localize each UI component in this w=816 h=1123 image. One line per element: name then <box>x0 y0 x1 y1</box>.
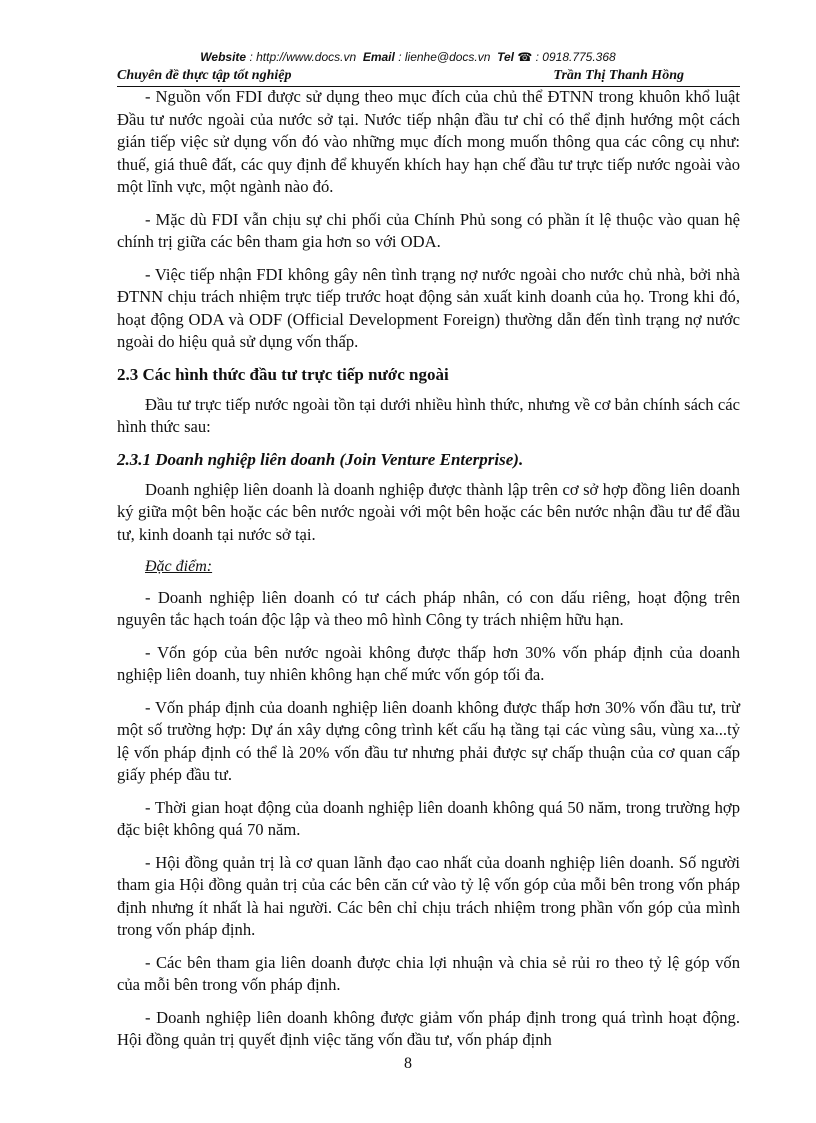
page-number: 8 <box>404 1055 412 1072</box>
paragraph: - Hội đồng quản trị là cơ quan lãnh đạo cao nhất của doanh nghiệp liên doanh. Số người tham gia Hội đồng quản trị của các bên căn cứ vào tỷ lệ vốn góp của mỗi bên trong vốn pháp định nhưng ít nhất là hai người. Các bên chỉ chịu trách nhiệm trong phần vốn góp của mình trong vốn pháp định. <box>117 852 740 939</box>
tel-value: : 0918.775.368 <box>535 50 616 64</box>
section-heading: 2.3 Các hình thức đầu tư trực tiếp nước ngoài <box>117 364 449 384</box>
paragraph: - Doanh nghiệp liên doanh không được giảm vốn pháp định trong quá trình hoạt động. Hội đồng quản trị quyết định việc tăng vốn đầu tư, vốn pháp định <box>117 1007 740 1049</box>
document-body <box>117 86 740 1062</box>
subsection-heading: 2.3.1 Doanh nghiệp liên doanh (Join Venture Enterprise). <box>117 449 524 469</box>
paragraph: - Thời gian hoạt động của doanh nghiệp liên doanh không quá 50 năm, trong trường hợp đặc biệt không quá 70 năm. <box>117 797 740 839</box>
email-value: : lienhe@docs.vn <box>398 50 491 64</box>
paragraph: - Doanh nghiệp liên doanh có tư cách pháp nhân, có con dấu riêng, hoạt động trên nguyên tắc hạch toán độc lập và theo mô hình Công ty trách nhiệm hữu hạn. <box>117 587 740 629</box>
paragraph: - Mặc dù FDI vẫn chịu sự chi phối của Chính Phủ song có phần ít lệ thuộc vào quan hệ chính trị giữa các bên tham gia hơn so với ODA. <box>117 209 740 251</box>
site-contact-line <box>0 50 816 64</box>
email-label: Email <box>362 50 395 64</box>
page-header <box>117 66 740 87</box>
paragraph: - Vốn góp của bên nước ngoài không được thấp hơn 30% vốn pháp định của doanh nghiệp liên doanh, tuy nhiên không hạn chế mức vốn góp tối đa. <box>117 642 740 684</box>
paragraph: - Các bên tham gia liên doanh được chia lợi nhuận và chia sẻ rủi ro theo tỷ lệ góp vốn của mỗi bên trong vốn pháp định. <box>117 952 740 994</box>
header-title: Chuyên đề thực tập tốt nghiệp <box>117 68 292 83</box>
tel-label: Tel ☎ <box>497 50 533 64</box>
features-label: Đặc điểm: <box>145 558 213 575</box>
paragraph: - Vốn pháp định của doanh nghiệp liên doanh không được thấp hơn 30% vốn đầu tư, trừ một số trường hợp: Dự án xây dựng công trình kết cấu hạ tầng tại các vùng sâu, vùng xa...tỷ lệ vốn pháp định có thể là 20% vốn đầu tư nhưng phải được sự chấp thuận của cơ quan cấp giấy phép đầu tư. <box>117 697 740 784</box>
paragraph: - Việc tiếp nhận FDI không gây nên tình trạng nợ nước ngoài cho nước chủ nhà, bởi nhà ĐTNN chịu trách nhiệm trực tiếp trước hoạt động sản xuất kinh doanh của họ. Trong khi đó, hoạt động ODA và ODF (Official Development Foreign) thường dẫn đến tình trạng nợ nước ngoài do hiệu quả sử dụng vốn thấp. <box>117 264 740 351</box>
paragraph: - Nguồn vốn FDI được sử dụng theo mục đích của chủ thể ĐTNN trong khuôn khổ luật Đầu tư nước ngoài của nước sở tại. Nước tiếp nhận đầu tư chỉ có thể định hướng một cách gián tiếp việc sử dụng vốn đó vào những mục đích mong muốn thông qua các công cụ như: thuế, giá thuê đất, các quy định để khuyến khích hay hạn chế đầu tư trực tiếp nước ngoài vào một lĩnh vực, một ngành nào đó. <box>117 87 740 196</box>
paragraph: Đầu tư trực tiếp nước ngoài tồn tại dưới nhiều hình thức, nhưng về cơ bản chính sách các hình thức sau: <box>117 394 740 436</box>
website-value: : http://www.docs.vn <box>249 50 357 64</box>
paragraph: Doanh nghiệp liên doanh là doanh nghiệp được thành lập trên cơ sở hợp đồng liên doanh ký giữa một bên hoặc các bên nước ngoài với một bên hoặc các bên nước nhận đầu tư để đầu tư, kinh doanh tại nước sở tại. <box>117 479 740 544</box>
header-author: Trần Thị Thanh Hồng <box>553 68 684 83</box>
website-label: Website <box>200 50 247 64</box>
